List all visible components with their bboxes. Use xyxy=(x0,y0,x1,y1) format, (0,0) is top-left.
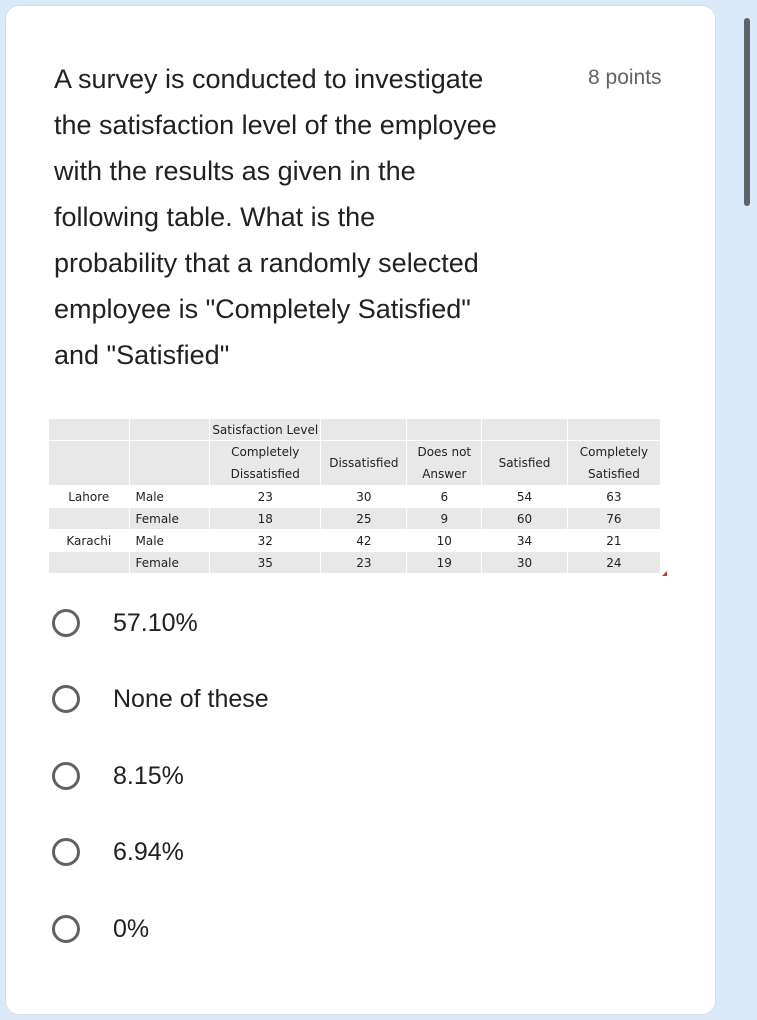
column-header: Does not Answer xyxy=(407,441,482,486)
question-line: probability that a randomly selected xyxy=(54,248,479,278)
column-header: Completely Satisfied xyxy=(567,441,660,486)
value-cell: 9 xyxy=(407,508,482,530)
question-line: with the results as given in the xyxy=(54,156,416,186)
radio-circle-icon[interactable] xyxy=(52,762,80,790)
option-label: None of these xyxy=(113,684,269,713)
column-header: Dissatisfied xyxy=(321,441,407,486)
value-cell: 6 xyxy=(407,486,482,508)
gender-cell: Male xyxy=(129,530,210,552)
question-line: employee is "Completely Satisfied" xyxy=(54,294,471,324)
value-cell: 24 xyxy=(567,552,660,574)
value-cell: 34 xyxy=(482,530,568,552)
city-cell xyxy=(49,552,130,574)
value-cell: 54 xyxy=(482,486,568,508)
radio-circle-icon[interactable] xyxy=(52,685,80,713)
value-cell: 32 xyxy=(210,530,321,552)
gender-cell: Female xyxy=(129,508,210,530)
option-label: 0% xyxy=(113,914,150,943)
table-row xyxy=(49,508,661,530)
scrollbar[interactable] xyxy=(744,18,750,206)
city-cell xyxy=(49,508,130,530)
gender-cell: Female xyxy=(129,552,210,574)
option-8-15[interactable] xyxy=(52,756,184,796)
table-row xyxy=(49,486,661,508)
option-6-94[interactable] xyxy=(52,832,184,872)
option-label: 57.10% xyxy=(113,608,198,637)
value-cell: 21 xyxy=(567,530,660,552)
option-57-10[interactable] xyxy=(52,603,198,643)
value-cell: 30 xyxy=(482,552,568,574)
option-0[interactable] xyxy=(52,909,149,949)
value-cell: 25 xyxy=(321,508,407,530)
radio-circle-icon[interactable] xyxy=(52,915,80,943)
value-cell: 10 xyxy=(407,530,482,552)
radio-circle-icon[interactable] xyxy=(52,838,80,866)
table-row xyxy=(49,552,661,574)
option-label: 8.15% xyxy=(113,761,184,790)
value-cell: 30 xyxy=(321,486,407,508)
value-cell: 63 xyxy=(567,486,660,508)
group-header: Satisfaction Level xyxy=(210,419,321,441)
value-cell: 60 xyxy=(482,508,568,530)
value-cell: 76 xyxy=(567,508,660,530)
question-text xyxy=(54,56,594,378)
question-line: the satisfaction level of the employee xyxy=(54,110,497,140)
question-line: following table. What is the xyxy=(54,202,376,232)
column-header: Completely Dissatisfied xyxy=(210,441,321,486)
value-cell: 23 xyxy=(321,552,407,574)
city-cell: Karachi xyxy=(49,530,130,552)
question-line: A survey is conducted to investigate xyxy=(54,64,484,94)
value-cell: 19 xyxy=(407,552,482,574)
column-header: Satisfied xyxy=(482,441,568,486)
table-column-header-row xyxy=(49,441,661,486)
option-none-of-these[interactable] xyxy=(52,679,269,719)
city-cell: Lahore xyxy=(49,486,130,508)
table-header-row xyxy=(49,419,661,441)
value-cell: 18 xyxy=(210,508,321,530)
value-cell: 35 xyxy=(210,552,321,574)
resize-handle-icon xyxy=(662,571,667,576)
table-row xyxy=(49,530,661,552)
value-cell: 23 xyxy=(210,486,321,508)
gender-cell: Male xyxy=(129,486,210,508)
value-cell: 42 xyxy=(321,530,407,552)
points-label: 8 points xyxy=(588,66,662,89)
radio-circle-icon[interactable] xyxy=(52,609,80,637)
data-table-image xyxy=(48,418,661,574)
option-label: 6.94% xyxy=(113,837,184,866)
question-line: and "Satisfied" xyxy=(54,340,230,370)
